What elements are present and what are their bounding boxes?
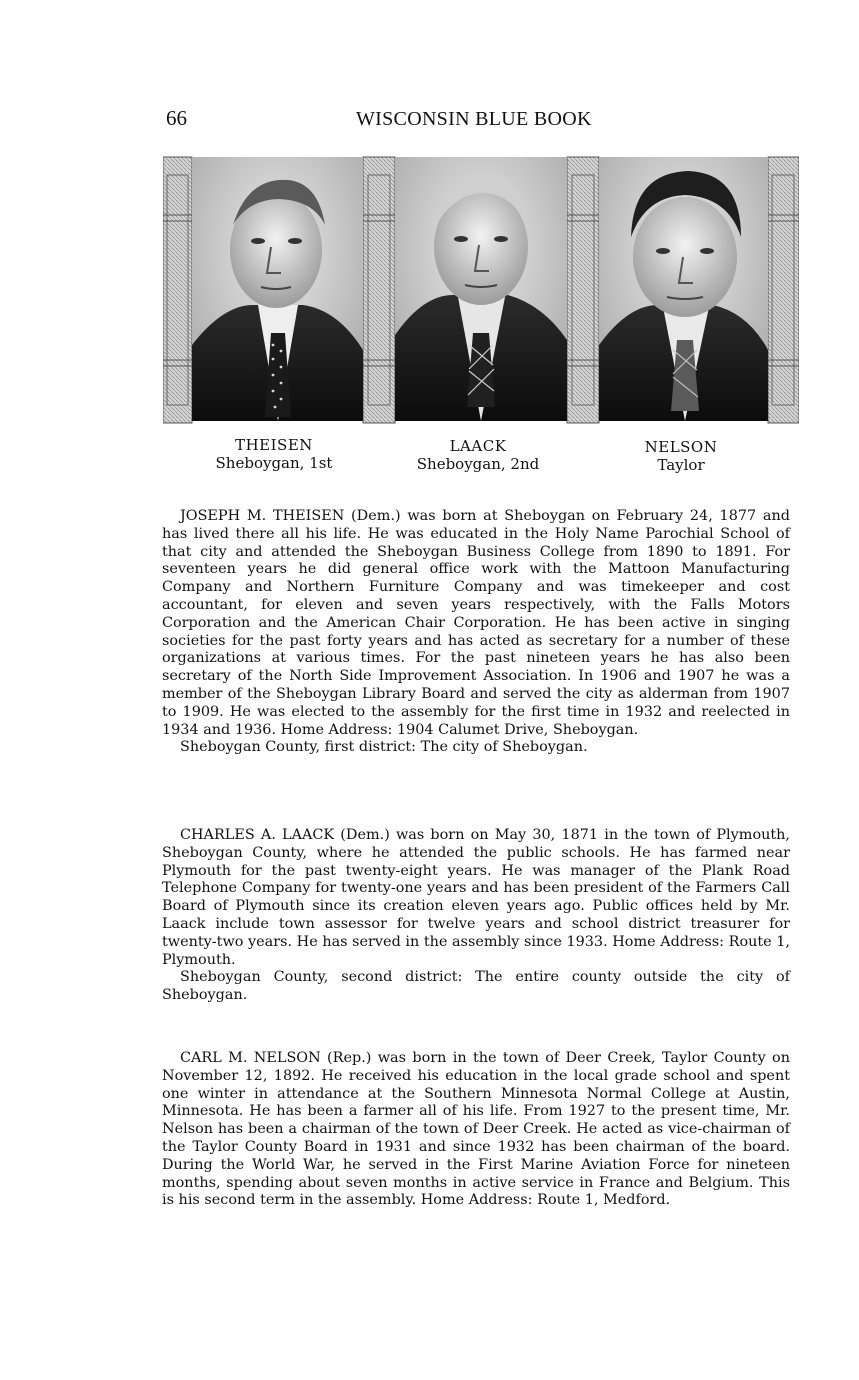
frame-divider-center-right: [567, 157, 599, 423]
frame-divider-left: [163, 157, 192, 423]
page-number: 66: [166, 106, 187, 130]
running-title: WISCONSIN BLUE BOOK: [356, 108, 592, 130]
portrait-nelson: [599, 157, 768, 421]
biography-text: CHARLES A. LAACK (Dem.) was born on May 30, 1871 in the town of Plymouth, Sheboygan County, where he attended the public schools. He has farmed near Plymouth for the past twenty-eight years. He was manager of the Plank Road Telephone Company for twenty-one years and has been president of the Farmers Call Board of Plymouth since its creation eleven years ago. Public offices held by Mr. Laack include town assessor for twelve years and school district treasurer for twenty-two years. He has served in the assembly since 1933. Home Address: Route 1, Plymouth.: [162, 827, 790, 968]
biography-theisen: [162, 508, 790, 757]
frame-divider-center-left: [363, 157, 395, 423]
caption-name: NELSON: [644, 438, 718, 456]
biography-nelson: [162, 1050, 790, 1210]
portrait-laack: [395, 157, 567, 421]
district-description: Sheboygan County, second district: The entire county outside the city of Sheboygan.: [162, 969, 790, 1004]
district-description: Sheboygan County, first district: The city of Sheboygan.: [180, 739, 588, 756]
biography-laack: [162, 827, 790, 1005]
portrait-theisen: [192, 157, 363, 421]
caption-name: LAACK: [449, 437, 507, 455]
biography-text: JOSEPH M. THEISEN (Dem.) was born at Sheboygan on February 24, 1877 and has lived there all his life. He was educated in the Holy Name Parochial School of that city and attended the Sheboygan Business College from 1890 to 1891. For seventeen years he did general office work with the Mattoon Manufacturing Company and Northern Furniture Company and was timekeeper and cost accountant, for eleven and seven years respectively, with the Falls Motors Corporation and the American Chair Corporation. He has been active in singing societies for the past forty years and has acted as secretary for a number of these organizations at various times. For the past nineteen years he has also been secretary of the North Side Improvement Association. In 1906 and 1907 he was a member of the Sheboygan Library Board and served the city as alderman from 1907 to 1909. He was elected to the assembly for the first time in 1932 and reelected in 1934 and 1936. Home Address: 1904 Calumet Drive, Sheboygan.: [162, 508, 790, 738]
frame-divider-right: [768, 157, 799, 423]
caption-district: Taylor: [657, 456, 705, 474]
caption-theisen: [194, 436, 354, 472]
biography-text: CARL M. NELSON (Rep.) was born in the town of Deer Creek, Taylor County on November 12, 1892. He received his education in the local grade school and spent one winter in attendance at the Southern Minnesota Normal College at Austin, Minnesota. He has been a farmer all of his life. From 1927 to the present time, Mr. Nelson has been a chairman of the town of Deer Creek. He acted as vice-chairman of the Taylor County Board in 1931 and since 1932 has been chairman of the board. During the World War, he served in the First Marine Aviation Force for nineteen months, spending about seven months in active service in France and Belgium. This is his second term in the assembly. Home Address: Route 1, Medford.: [162, 1050, 790, 1209]
caption-nelson: [601, 438, 761, 474]
portrait-strip: [163, 155, 799, 425]
caption-name: THEISEN: [235, 436, 313, 454]
caption-district: Sheboygan, 1st: [215, 454, 333, 472]
caption-district: Sheboygan, 2nd: [416, 455, 540, 473]
caption-laack: [398, 437, 558, 473]
